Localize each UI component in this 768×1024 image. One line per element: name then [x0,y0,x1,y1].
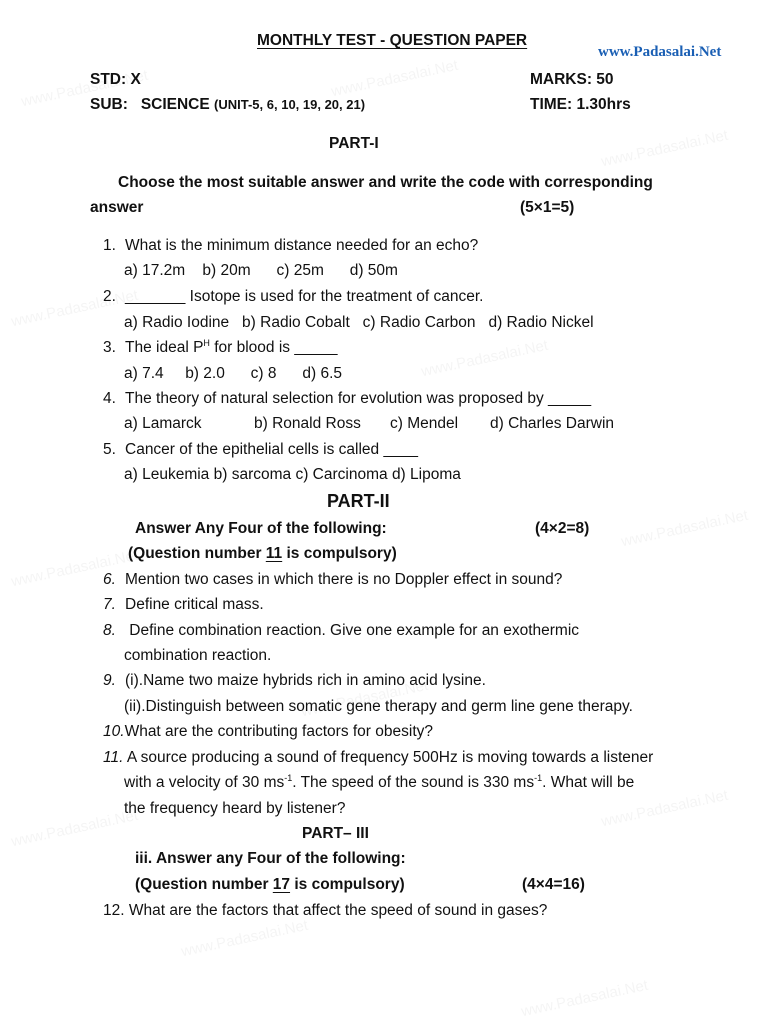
question-number: 4. [103,390,116,407]
compulsory-number: 11 [265,545,283,562]
part1-heading: PART-I [329,135,379,152]
question-number: 10. [103,723,125,740]
question-number: 12. [103,902,125,919]
part3-compulsory-note [135,877,405,893]
question-text: The theory of natural selection for evolution was proposed by _____ [125,390,592,407]
question-number: 11. [103,749,124,766]
part1-marks: (5×1=5) [520,199,575,216]
watermark-text [10,807,140,850]
option: a) Lamarck [124,415,202,432]
question-text: . What will be [542,774,635,791]
question-5 [103,442,418,458]
sub-label: SUB: [90,96,128,113]
question-number: 3. [103,339,116,356]
question-text: with a velocity of 30 ms [124,774,285,791]
watermark-text [600,127,730,170]
subject-name: SCIENCE [140,96,210,113]
option: a) Leukemia [124,466,210,483]
time-label: TIME: 1.30hrs [530,96,631,113]
compulsory-number: 17 [272,876,291,893]
subject-line [90,97,365,113]
option: d) Charles Darwin [490,415,615,432]
option: c) Radio Carbon [362,314,476,331]
question-number: 9. [103,672,116,689]
question-3-options [124,366,342,382]
compulsory-text: is compulsory) [282,545,397,562]
question-text: . The speed of the sound is 330 ms [292,774,535,791]
part1-instruction-cont: answer [90,199,144,216]
question-text: What are the contributing factors for obesity? [124,723,433,740]
option: c) 8 [250,365,277,382]
option: a) Radio Iodine [124,314,230,331]
question-number: 8. [103,622,116,639]
part2-heading: PART-II [327,491,390,511]
question-4-options [124,416,614,432]
question-text: Define combination reaction. Give one example for an exothermic [125,622,580,639]
question-9-part2: (ii).Distinguish between somatic gene therapy and germ line gene therapy. [124,698,633,715]
option: b) 20m [202,262,251,279]
question-number: 2. [103,288,116,305]
compulsory-text: (Question number [135,876,273,893]
watermark-text [520,977,650,1020]
compulsory-text: is compulsory) [290,876,405,893]
question-text: Cancer of the epithelial cells is called ____ [125,441,418,458]
question-10 [103,724,433,740]
question-text: Define critical mass. [125,596,264,613]
option: d) 6.5 [302,365,342,382]
part2-marks: (4×2=8) [535,520,590,537]
part2-instruction: Answer Any Four of the following: [135,520,387,537]
question-text: What are the factors that affect the speed of sound in gases? [128,902,548,919]
option: c) Mendel [390,415,459,432]
option: d) Lipoma [391,466,461,483]
question-1 [103,238,478,254]
question-11 [103,750,653,766]
question-8-cont: combination reaction. [124,647,272,664]
question-11-line2 [124,775,634,791]
option: c) 25m [276,262,324,279]
paper-title: MONTHLY TEST - QUESTION PAPER [257,32,528,49]
question-text: What is the minimum distance needed for an echo? [125,237,479,254]
option: c) Carcinoma [295,466,388,483]
superscript: -1 [284,773,293,783]
option: d) 50m [349,262,398,279]
question-7 [103,597,264,613]
marks-label: MARKS: 50 [530,71,614,88]
part3-heading: PART– III [302,825,369,842]
question-1-options [124,263,398,279]
question-text: A source producing a sound of frequency 500Hz is moving towards a listener [123,749,654,766]
question-11-line3: the frequency heard by listener? [124,800,346,817]
option: b) Ronald Ross [254,415,361,432]
question-text: for blood is _____ [209,339,338,356]
option: b) 2.0 [185,365,225,382]
part2-compulsory-note [128,546,397,562]
watermark-text [330,57,460,100]
watermark-text [600,787,730,830]
subject-units: (UNIT-5, 6, 10, 19, 20, 21) [214,97,366,112]
question-number: 5. [103,441,116,458]
option: a) 7.4 [124,365,164,382]
question-3 [103,340,337,356]
question-2-options [124,315,594,331]
question-text: Mention two cases in which there is no Doppler effect in sound? [125,571,563,588]
option: a) 17.2m [124,262,186,279]
question-text: (i).Name two maize hybrids rich in amino acid lysine. [125,672,486,689]
question-6 [103,572,562,588]
question-2 [103,289,483,305]
question-5-options [124,467,461,483]
question-4 [103,391,591,407]
part1-instruction: Choose the most suitable answer and write the code with corresponding [118,174,653,191]
question-9 [103,673,486,689]
watermark-text [420,337,550,380]
option: d) Radio Nickel [488,314,594,331]
option: b) sarcoma [213,466,292,483]
superscript: -1 [534,773,543,783]
question-8 [103,623,579,639]
part3-marks: (4×4=16) [522,876,585,893]
watermark-text [620,507,750,550]
question-number: 6. [103,571,116,588]
question-12 [103,903,547,919]
question-text: The ideal P [125,339,204,356]
question-number: 1. [103,237,116,254]
part3-instruction: iii. Answer any Four of the following: [135,850,406,867]
website-link[interactable]: www.Padasalai.Net [598,44,722,60]
superscript: H [203,338,210,348]
compulsory-text: (Question number [128,545,266,562]
question-text: _______ Isotope is used for the treatment of cancer. [125,288,484,305]
option: b) Radio Cobalt [242,314,350,331]
std-label: STD: X [90,71,141,88]
watermark-text [180,917,310,960]
question-number: 7. [103,596,116,613]
